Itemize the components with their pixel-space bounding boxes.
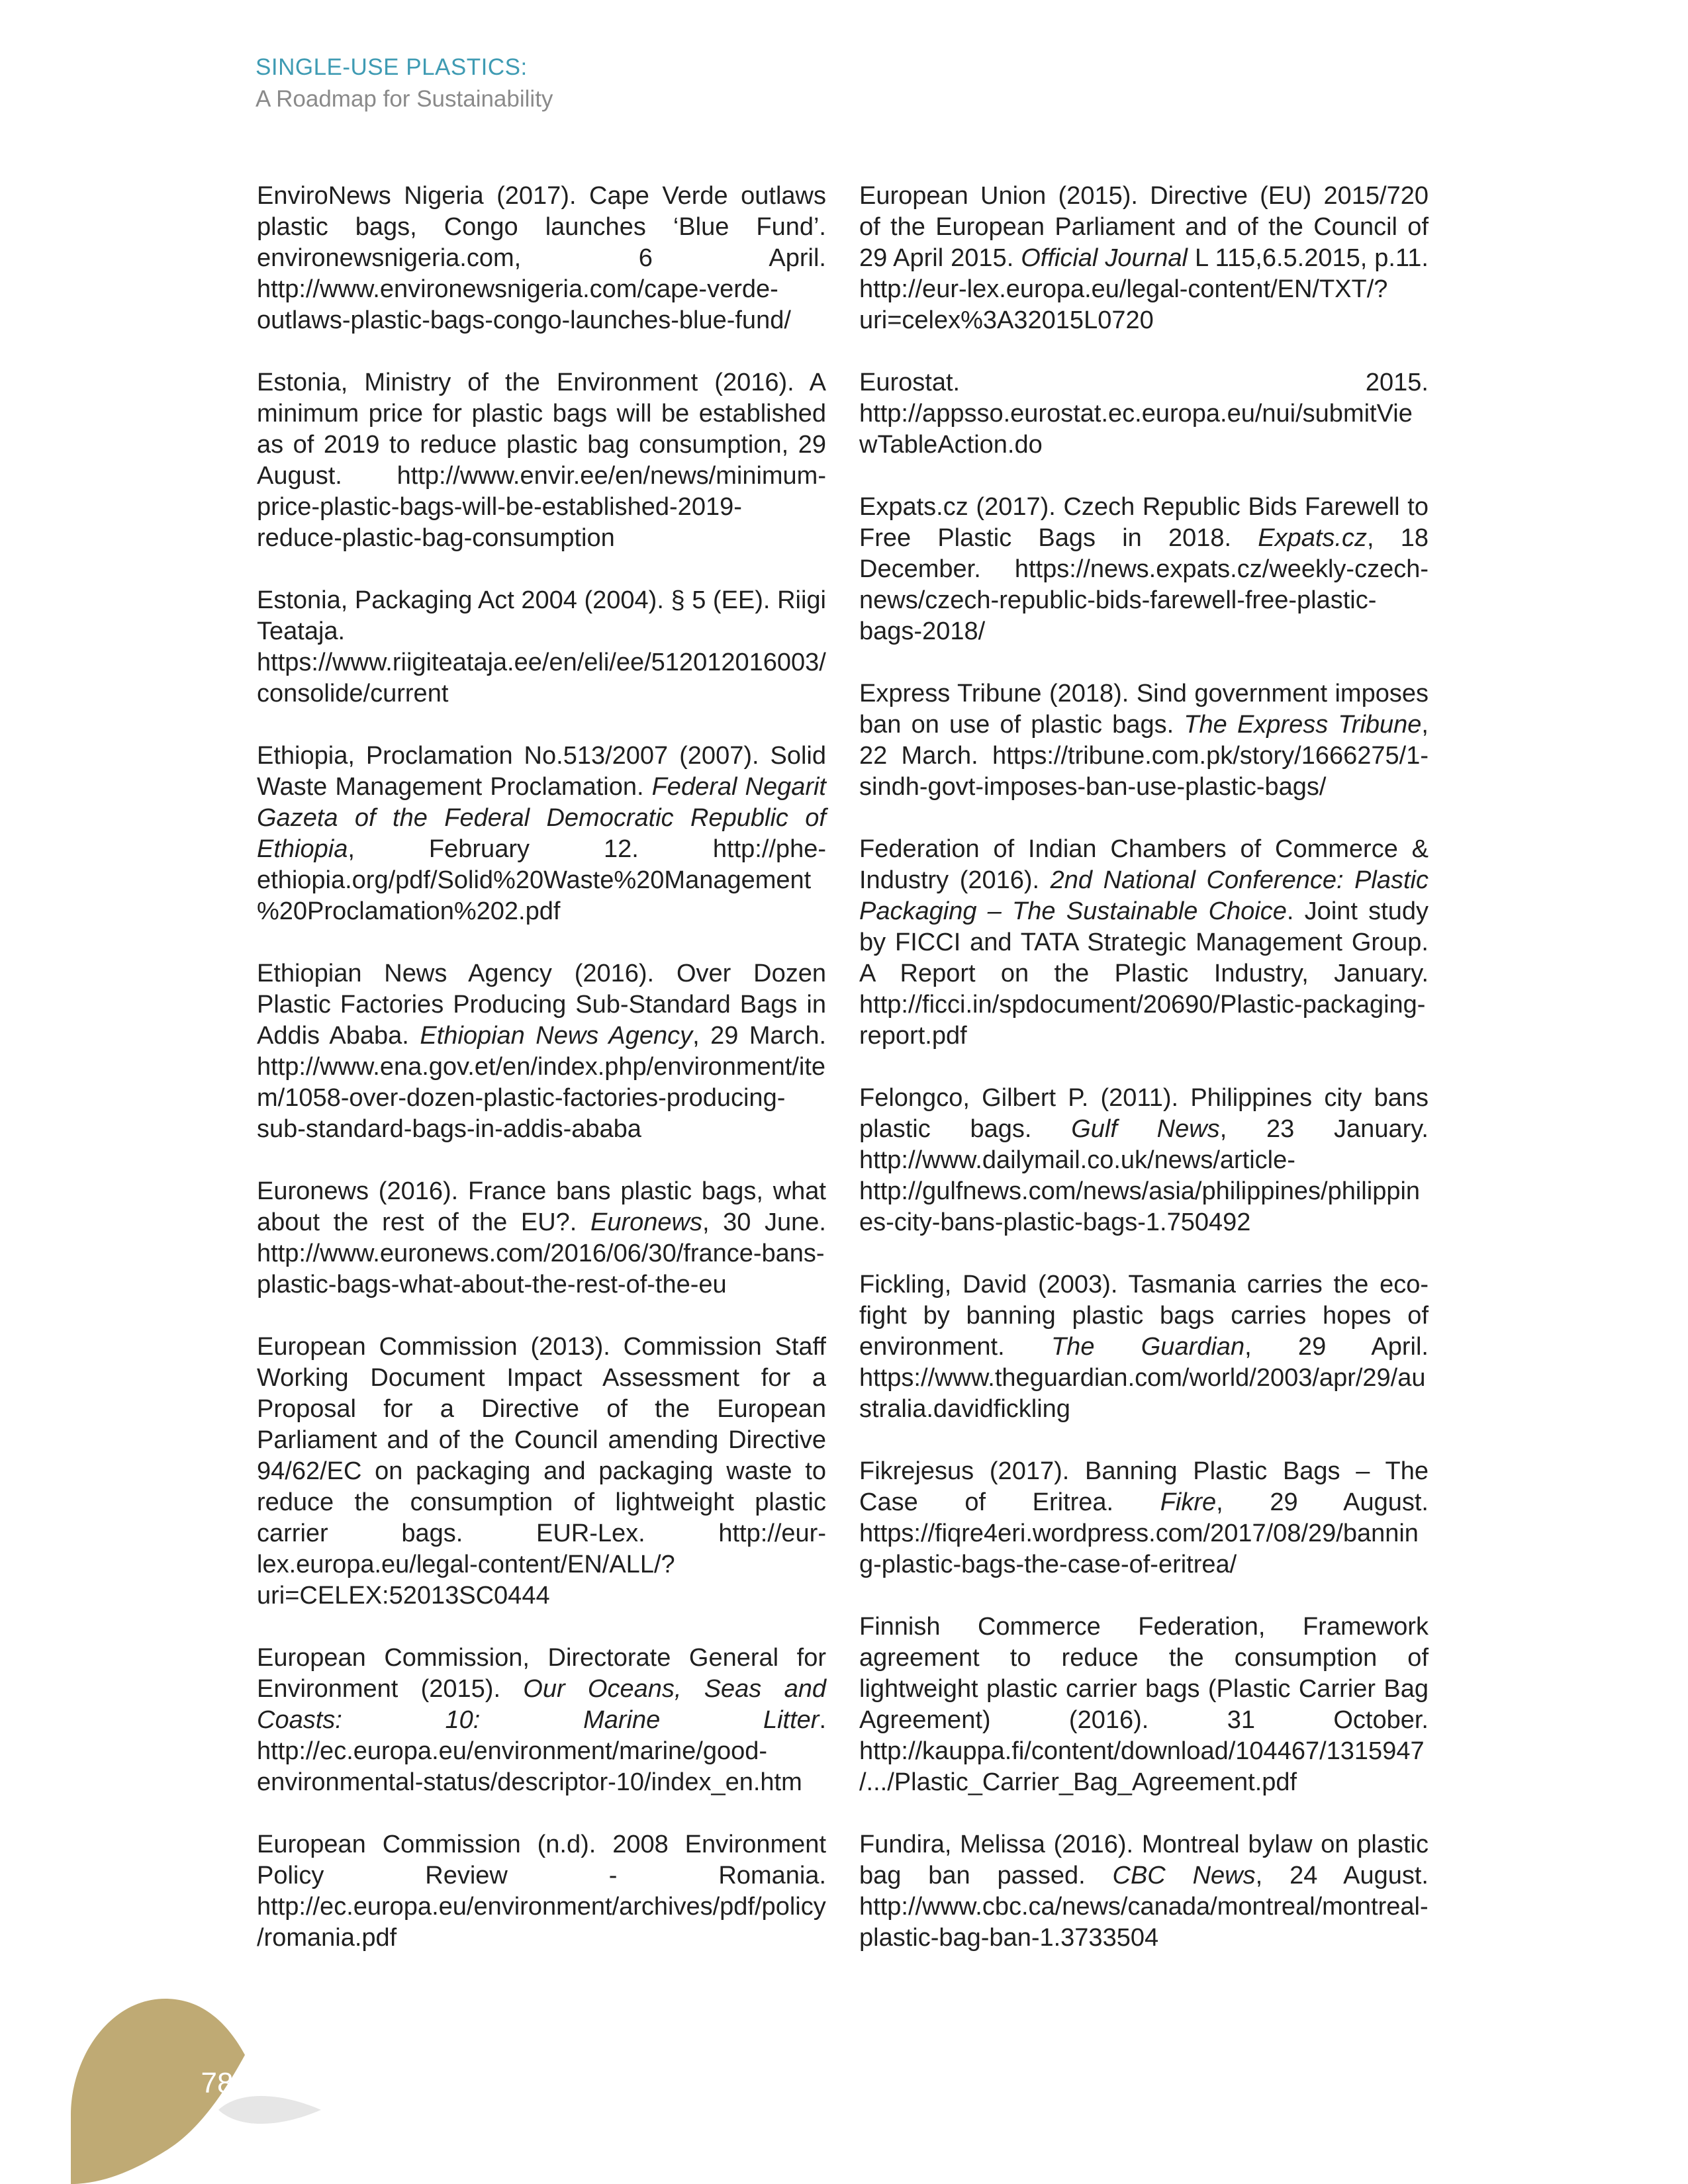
reference-entry: Expats.cz (2017). Czech Republic Bids Farewell to Free Plastic Bags in 2018. Expats.cz, 18 December. https://news.expats.cz/weekly-czech-news/czech-republic-bids-farewell-free-plastic-bags-2018/ xyxy=(859,493,1429,645)
reference-entry: Estonia, Ministry of the Environment (2016). A minimum price for plastic bags will be established as of 2019 to reduce plastic bag consumption, 29 August. http://www.envir.ee/en/news/minimum-price-plastic-bags-will-be-established-2019-reduce-plastic-bag-consumption xyxy=(257,369,826,552)
reference-entry: Ethiopian News Agency (2016). Over Dozen Plastic Factories Producing Sub-Standard Bags in Addis Ababa. Ethiopian News Agency, 29 March. http://www.ena.gov.et/en/index.php/environment/item/1058-over-dozen-plastic-factories-producing-sub-standard-bags-in-addis-ababa xyxy=(257,960,827,1143)
reference-entry: Federation of Indian Chambers of Commerce & Industry (2016). 2nd National Conference: Plastic Packaging – The Sustainable Choice. Joint study by FICCI and TATA Strategic Management Group. A Report on the Plastic Industry, January. http://ficci.in/spdocument/20690/Plastic-packaging-report.pdf xyxy=(859,835,1429,1050)
page-number: 78 xyxy=(201,2067,234,2099)
reference-entry: Fikrejesus (2017). Banning Plastic Bags – The Case of Eritrea. Fikre, 29 August. https://fiqre4eri.wordpress.com/2017/08/29/banning-plastic-bags-the-case-of-eritrea/ xyxy=(859,1457,1429,1578)
reference-entry: Fundira, Melissa (2016). Montreal bylaw on plastic bag ban passed. CBC News, 24 August. http://www.cbc.ca/news/canada/montreal/montreal-plastic-bag-ban-1.3733504 xyxy=(859,1831,1429,1952)
reference-entry: Ethiopia, Proclamation No.513/2007 (2007). Solid Waste Management Proclamation. Federal Negarit Gazeta of the Federal Democratic Republic of Ethiopia, February 12. http://phe-ethiopia.org/pdf/Solid%20Waste%20Management%20Proclamation%202.pdf xyxy=(257,742,826,925)
reference-entry: Express Tribune (2018). Sind government imposes ban on use of plastic bags. The Express Tribune, 22 March. https://tribune.com.pk/story/1666275/1-sindh-govt-imposes-ban-use-plastic-bags/ xyxy=(859,680,1429,801)
reference-entry: European Commission (2013). Commission Staff Working Document Impact Assessment for a Proposal for a Directive of the European Parliament and of the Council amending Directive 94/62/EC on packaging and packaging waste to reduce the consumption of lightweight plastic carrier bags. EUR-Lex. http://eur-lex.europa.eu/legal-content/EN/ALL/?uri=CELEX:52013SC0444 xyxy=(257,1333,826,1610)
reference-entry: Fickling, David (2003). Tasmania carries the eco-fight by banning plastic bags carries hopes of environment. The Guardian, 29 April. https://www.theguardian.com/world/2003/apr/29/australia.davidfickling xyxy=(859,1271,1429,1423)
reference-entry: European Union (2015). Directive (EU) 2015/720 of the European Parliament and of the Council of 29 April 2015. Official Journal L 115,6.5.2015, p.11. http://eur-lex.europa.eu/legal-content/EN/TXT/?uri=celex%3A32015L0720 xyxy=(859,182,1429,334)
reference-entry: Euronews (2016). France bans plastic bags, what about the rest of the EU?. Euronews, 30 June. http://www.euronews.com/2016/06/30/france-bans-plastic-bags-what-about-the-rest-of-the-eu xyxy=(257,1177,826,1298)
footer-decoration xyxy=(0,1985,344,2184)
references-left-column xyxy=(257,181,826,1985)
reference-entry: Felongco, Gilbert P. (2011). Philippines city bans plastic bags. Gulf News, 23 January. http://www.dailymail.co.uk/news/article- http://gulfnews.com/news/asia/philippines/philippines-city-bans-plastic-bags-1.750492 xyxy=(859,1084,1429,1236)
header-kicker: SINGLE-USE PLASTICS: xyxy=(256,54,528,80)
running-header xyxy=(256,52,553,115)
reference-entry: European Commission, Directorate General for Environment (2015). Our Oceans, Seas and Coasts: 10: Marine Litter. http://ec.europa.eu/environment/marine/good-environmental-status/descriptor-10/index_en.htm xyxy=(257,1644,826,1796)
header-subtitle: A Roadmap for Sustainability xyxy=(256,86,553,112)
reference-entry: European Commission (n.d). 2008 Environment Policy Review - Romania. http://ec.europa.eu/environment/archives/pdf/policy/romania.pdf xyxy=(257,1831,826,1952)
reference-entry: Estonia, Packaging Act 2004 (2004). § 5 (EE). Riigi Teataja. https://www.riigiteataja.ee/en/eli/ee/512012016003/consolide/current xyxy=(257,586,826,707)
references-right-column xyxy=(859,181,1429,1985)
reference-entry: Eurostat. 2015. http://appsso.eurostat.ec.europa.eu/nui/submitViewTableAction.do xyxy=(859,369,1429,459)
reference-entry: Finnish Commerce Federation, Framework agreement to reduce the consumption of lightweight plastic carrier bags (Plastic Carrier Bag Agreement) (2016). 31 October. http://kauppa.fi/content/download/104467/1315947/.../Plastic_Carrier_Bag_Agreement.pdf xyxy=(859,1613,1429,1796)
reference-entry: EnviroNews Nigeria (2017). Cape Verde outlaws plastic bags, Congo launches ‘Blue Fund’. environewsnigeria.com, 6 April. http://www.environewsnigeria.com/cape-verde-outlaws-plastic-bags-congo-launches-blue-fund/ xyxy=(257,182,826,334)
